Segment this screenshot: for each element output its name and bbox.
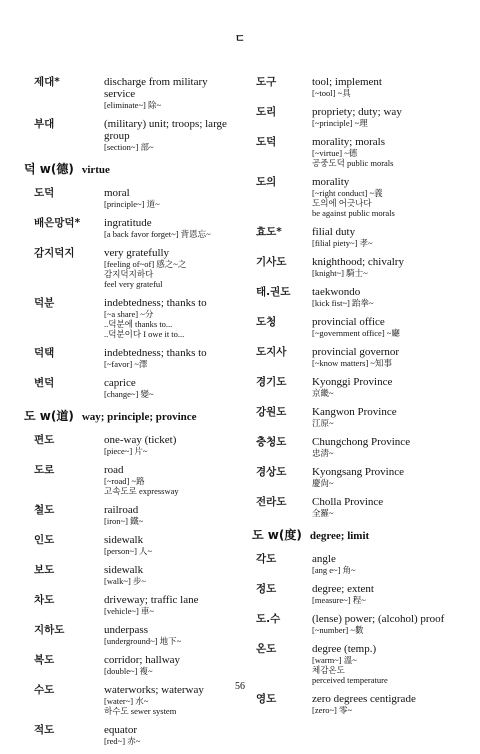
entry-body bbox=[312, 226, 463, 248]
entry-headword: 도의 bbox=[256, 176, 277, 188]
entry-headword: 도지사 bbox=[256, 346, 287, 358]
entry-body bbox=[312, 316, 463, 338]
entry-etymology: [~government office] ~廳 bbox=[312, 328, 400, 338]
entry-headword: 기사도 bbox=[256, 256, 287, 268]
dictionary-entry bbox=[248, 693, 463, 715]
dictionary-entry bbox=[248, 136, 463, 168]
entry-definition: Chungchong Province bbox=[312, 436, 411, 448]
section-heading-degree bbox=[248, 526, 463, 543]
dictionary-entry bbox=[248, 286, 463, 308]
entry-headword: 도.수 bbox=[256, 613, 281, 625]
entry-etymology: 京畿~ bbox=[312, 388, 334, 398]
entry-etymology: 江原~ bbox=[312, 418, 334, 428]
entry-definition: degree; extent bbox=[312, 583, 374, 595]
entry-etymology: [ang e~] 角~ bbox=[312, 565, 356, 575]
entry-body bbox=[312, 256, 463, 278]
dictionary-entry bbox=[20, 297, 232, 339]
entry-body bbox=[312, 346, 463, 368]
entry-example: 체감온도 bbox=[312, 665, 345, 675]
entry-headword: 복도 bbox=[34, 654, 55, 666]
section-meaning: way; principle; province bbox=[81, 411, 197, 423]
entry-body bbox=[312, 286, 463, 308]
entry-etymology: [vehicle~] 車~ bbox=[104, 606, 155, 616]
entry-etymology: [~favor] ~澤 bbox=[104, 359, 148, 369]
section-headword: 덕 w(德) bbox=[24, 162, 74, 176]
entry-headword: 도로 bbox=[34, 464, 55, 476]
entry-etymology: [feeling of~of] 感之~之 bbox=[104, 259, 187, 269]
entry-definition: zero degrees centigrade bbox=[312, 693, 416, 705]
entry-body bbox=[312, 176, 463, 218]
entry-body bbox=[312, 136, 463, 168]
entry-definition: railroad bbox=[104, 504, 139, 516]
section-meaning: degree; limit bbox=[309, 530, 370, 542]
section-headword: 도 w(度) bbox=[252, 528, 302, 542]
entry-headword: 덕택 bbox=[34, 347, 55, 359]
dictionary-entry bbox=[20, 187, 232, 209]
entry-etymology: 全羅~ bbox=[312, 508, 334, 518]
entry-definition: sidewalk bbox=[104, 534, 144, 546]
entry-etymology: 慶尙~ bbox=[312, 478, 334, 488]
entry-body bbox=[104, 724, 232, 746]
entry-headword: 태.권도 bbox=[256, 286, 291, 298]
dictionary-entry bbox=[248, 436, 463, 458]
dictionary-entry bbox=[248, 376, 463, 398]
entry-etymology: [a back favor forget~] 背恩忘~ bbox=[104, 229, 211, 239]
entry-headword: 차도 bbox=[34, 594, 55, 606]
dictionary-entry bbox=[20, 247, 232, 289]
entry-headword: 온도 bbox=[256, 643, 277, 655]
entry-definition: degree (temp.) bbox=[312, 643, 377, 655]
dictionary-entry bbox=[20, 724, 232, 746]
entry-headword: 경상도 bbox=[256, 466, 287, 478]
entry-body bbox=[312, 436, 463, 458]
entry-etymology: [filial piety~] 孝~ bbox=[312, 238, 373, 248]
entry-body bbox=[312, 496, 463, 518]
entry-body bbox=[312, 376, 463, 398]
entry-definition: Kangwon Province bbox=[312, 406, 397, 418]
dictionary-entry bbox=[20, 377, 232, 399]
dictionary-entry bbox=[248, 256, 463, 278]
entry-headword: 도덕 bbox=[34, 187, 55, 199]
entry-body bbox=[312, 106, 463, 128]
entry-body bbox=[104, 504, 232, 526]
entry-etymology: [~tool] ~具 bbox=[312, 88, 351, 98]
dictionary-entry bbox=[248, 583, 463, 605]
entry-etymology: [warm~] 溫~ bbox=[312, 655, 357, 665]
entry-body bbox=[104, 187, 232, 209]
entry-definition: ingratitude bbox=[104, 217, 152, 229]
entry-body bbox=[104, 624, 232, 646]
section-heading-way bbox=[20, 407, 232, 424]
entry-headword: 도덕 bbox=[256, 136, 277, 148]
entry-body bbox=[312, 613, 463, 635]
entry-headword: 강원도 bbox=[256, 406, 287, 418]
entry-body bbox=[312, 406, 463, 428]
entry-example: 하수도 sewer system bbox=[104, 706, 177, 716]
entry-etymology: [~number] ~數 bbox=[312, 625, 364, 635]
entry-body bbox=[312, 583, 463, 605]
section-meaning: virtue bbox=[81, 164, 110, 176]
entry-body bbox=[104, 118, 232, 152]
entry-headword: 배은망덕* bbox=[34, 217, 81, 229]
entry-definition: tool; implement bbox=[312, 76, 382, 88]
entry-etymology: [principle~] 道~ bbox=[104, 199, 160, 209]
dictionary-entry bbox=[20, 504, 232, 526]
entry-etymology: [~principle] ~理 bbox=[312, 118, 368, 128]
right-column bbox=[248, 76, 463, 723]
dictionary-entry bbox=[20, 564, 232, 586]
dictionary-entry bbox=[248, 406, 463, 428]
dictionary-entry bbox=[20, 347, 232, 369]
entry-headword: 지하도 bbox=[34, 624, 65, 636]
entry-headword: 부대 bbox=[34, 118, 55, 130]
dictionary-entry bbox=[20, 217, 232, 239]
entry-headword: 도리 bbox=[256, 106, 277, 118]
entry-etymology: [section~] 部~ bbox=[104, 142, 154, 152]
page-number: 56 bbox=[235, 681, 245, 692]
entry-headword: 효도* bbox=[256, 226, 282, 238]
dictionary-entry bbox=[20, 464, 232, 496]
entry-etymology: [change~] 變~ bbox=[104, 389, 154, 399]
entry-headword: 덕분 bbox=[34, 297, 55, 309]
dictionary-entry bbox=[248, 346, 463, 368]
dictionary-entry bbox=[248, 176, 463, 218]
entry-definition: provincial governor bbox=[312, 346, 400, 358]
entry-body bbox=[104, 247, 232, 289]
entry-body bbox=[104, 217, 232, 239]
entry-definition: underpass bbox=[104, 624, 148, 636]
left-column bbox=[20, 76, 232, 754]
entry-example: 도의에 어긋나다 bbox=[312, 198, 372, 208]
dictionary-entry bbox=[248, 553, 463, 575]
entry-etymology: [~virtue] ~德 bbox=[312, 148, 358, 158]
entry-etymology: [red~] 赤~ bbox=[104, 736, 141, 746]
entry-etymology: [~road] ~路 bbox=[104, 476, 145, 486]
entry-etymology: [zero~] 零~ bbox=[312, 705, 353, 715]
entry-body bbox=[312, 466, 463, 488]
entry-definition: one-way (ticket) bbox=[104, 434, 177, 446]
entry-definition: caprice bbox=[104, 377, 136, 389]
entry-example-translation: feel very grateful bbox=[104, 279, 163, 289]
entry-headword: 경기도 bbox=[256, 376, 287, 388]
dictionary-entry bbox=[248, 106, 463, 128]
entry-headword: 제대* bbox=[34, 76, 60, 88]
entry-definition: discharge from military service bbox=[104, 76, 208, 100]
entry-headword: 도청 bbox=[256, 316, 277, 328]
entry-body bbox=[104, 434, 232, 456]
entry-body bbox=[104, 654, 232, 676]
entry-body bbox=[312, 643, 463, 685]
entry-example: 공중도덕 public morals bbox=[312, 158, 394, 168]
entry-example: ..덕분에 thanks to... bbox=[104, 319, 173, 329]
entry-etymology: [kick fist~] 跆拳~ bbox=[312, 298, 374, 308]
entry-definition: equator bbox=[104, 724, 137, 736]
entry-definition: filial duty bbox=[312, 226, 356, 238]
entry-body bbox=[104, 297, 232, 339]
dictionary-entry bbox=[20, 434, 232, 456]
entry-definition: very gratefully bbox=[104, 247, 170, 259]
entry-body bbox=[104, 464, 232, 496]
entry-definition: Cholla Province bbox=[312, 496, 384, 508]
entry-definition: Kyongsang Province bbox=[312, 466, 404, 478]
entry-headword: 감지덕지 bbox=[34, 247, 75, 259]
entry-headword: 보도 bbox=[34, 564, 55, 576]
dictionary-entry bbox=[20, 534, 232, 556]
dictionary-entry bbox=[20, 76, 232, 110]
entry-headword: 철도 bbox=[34, 504, 55, 516]
entry-definition: taekwondo bbox=[312, 286, 361, 298]
entry-etymology: [underground~] 地下~ bbox=[104, 636, 182, 646]
entry-headword: 영도 bbox=[256, 693, 277, 705]
dictionary-entry bbox=[20, 594, 232, 616]
entry-etymology: [~a share] ~分 bbox=[104, 309, 154, 319]
entry-etymology: [knight~] 騎士~ bbox=[312, 268, 368, 278]
entry-definition: morality bbox=[312, 176, 350, 188]
entry-body bbox=[312, 693, 463, 715]
entry-body bbox=[104, 347, 232, 369]
entry-example: 고속도로 expressway bbox=[104, 486, 179, 496]
dictionary-entry bbox=[248, 613, 463, 635]
entry-headword: 편도 bbox=[34, 434, 55, 446]
dictionary-entry bbox=[20, 118, 232, 152]
dictionary-entry bbox=[20, 654, 232, 676]
entry-etymology: [double~] 複~ bbox=[104, 666, 153, 676]
entry-body bbox=[104, 534, 232, 556]
dictionary-entry bbox=[248, 76, 463, 98]
entry-definition: indebtedness; thanks to bbox=[104, 347, 207, 359]
entry-body bbox=[312, 553, 463, 575]
entry-definition: angle bbox=[312, 553, 336, 565]
entry-headword: 변덕 bbox=[34, 377, 55, 389]
entry-headword: 수도 bbox=[34, 684, 55, 696]
entry-definition: provincial office bbox=[312, 316, 385, 328]
dictionary-entry bbox=[248, 466, 463, 488]
entry-headword: 적도 bbox=[34, 724, 55, 736]
entry-etymology: [walk~] 步~ bbox=[104, 576, 147, 586]
entry-definition: waterworks; waterway bbox=[104, 684, 204, 696]
entry-body bbox=[312, 76, 463, 98]
entry-definition: moral bbox=[104, 187, 130, 199]
entry-definition: road bbox=[104, 464, 124, 476]
entry-definition: Kyonggi Province bbox=[312, 376, 393, 388]
entry-definition: morality; morals bbox=[312, 136, 386, 148]
dictionary-entry bbox=[248, 316, 463, 338]
entry-headword: 도구 bbox=[256, 76, 277, 88]
section-headword: 도 w(道) bbox=[24, 409, 74, 423]
entry-body bbox=[104, 377, 232, 399]
entry-etymology: [~know matters] ~知事 bbox=[312, 358, 393, 368]
entry-definition: driveway; traffic lane bbox=[104, 594, 199, 606]
entry-body bbox=[104, 76, 232, 110]
entry-etymology: [water~] 水~ bbox=[104, 696, 149, 706]
entry-definition: indebtedness; thanks to bbox=[104, 297, 207, 309]
entry-etymology: 忠淸~ bbox=[312, 448, 334, 458]
entry-body bbox=[104, 564, 232, 586]
entry-definition: (lense) power; (alcohol) proof bbox=[312, 613, 445, 625]
entry-body bbox=[104, 594, 232, 616]
entry-definition: knighthood; chivalry bbox=[312, 256, 404, 268]
entry-example-translation: be against public morals bbox=[312, 208, 395, 218]
page-header-letter: ㄷ bbox=[234, 33, 246, 45]
entry-headword: 충청도 bbox=[256, 436, 287, 448]
entry-headword: 각도 bbox=[256, 553, 277, 565]
entry-etymology: [measure~] 程~ bbox=[312, 595, 366, 605]
entry-example-translation: ..덕분이다 I owe it to... bbox=[104, 329, 185, 339]
entry-example: 감지덕지하다 bbox=[104, 269, 154, 279]
entry-definition: corridor; hallway bbox=[104, 654, 181, 666]
entry-etymology: [~right conduct] ~義 bbox=[312, 188, 383, 198]
entry-definition: propriety; duty; way bbox=[312, 106, 402, 118]
entry-etymology: [person~] 人~ bbox=[104, 546, 153, 556]
entry-example-translation: perceived temperature bbox=[312, 675, 388, 685]
dictionary-entry bbox=[248, 496, 463, 518]
entry-headword: 정도 bbox=[256, 583, 277, 595]
dictionary-entry bbox=[248, 226, 463, 248]
entry-headword: 전라도 bbox=[256, 496, 287, 508]
entry-etymology: [iron~] 鐵~ bbox=[104, 516, 144, 526]
section-heading-virtue bbox=[20, 160, 232, 177]
entry-etymology: [piece~] 片~ bbox=[104, 446, 148, 456]
entry-definition: sidewalk bbox=[104, 564, 144, 576]
entry-definition: (military) unit; troops; large group bbox=[104, 118, 227, 142]
entry-headword: 인도 bbox=[34, 534, 55, 546]
dictionary-entry bbox=[20, 624, 232, 646]
dictionary-entry bbox=[248, 643, 463, 685]
entry-etymology: [eliminate~] 除~ bbox=[104, 100, 162, 110]
